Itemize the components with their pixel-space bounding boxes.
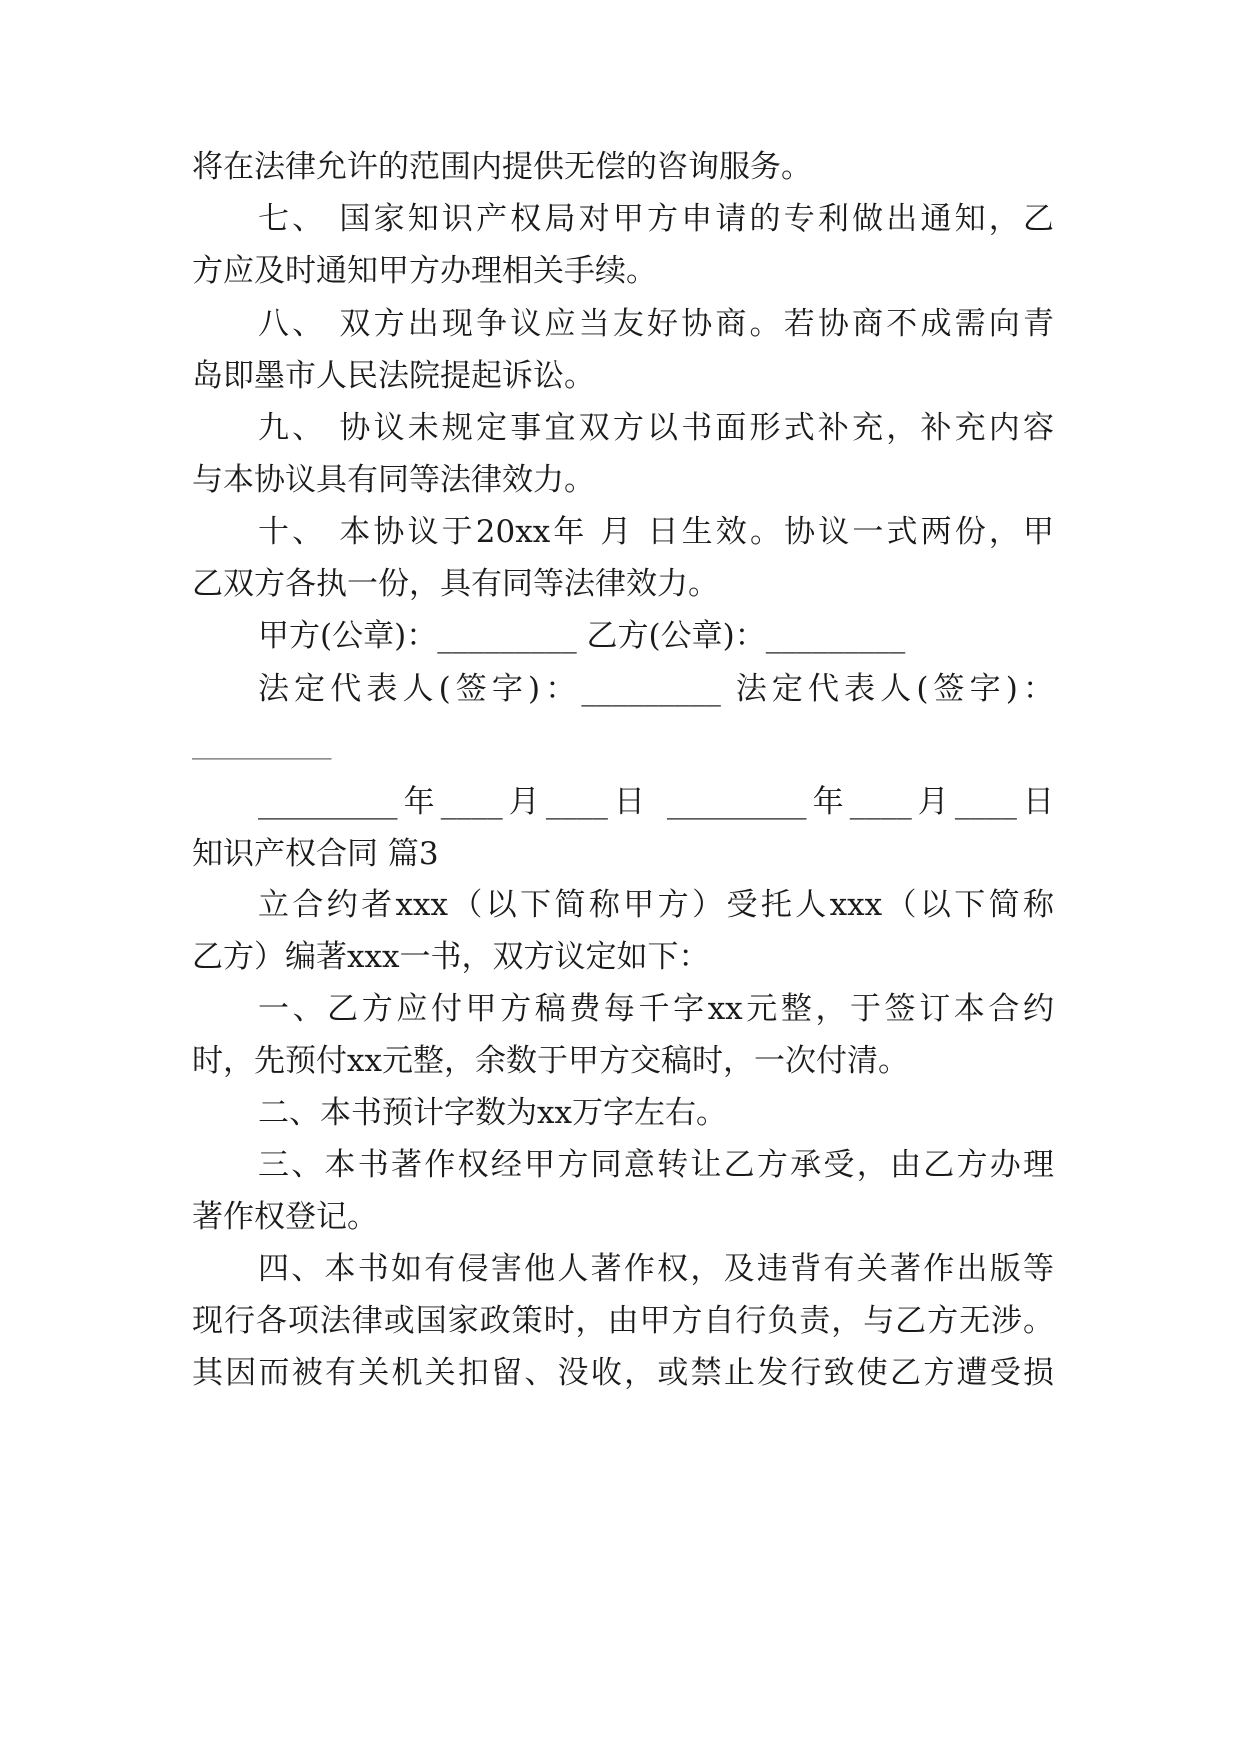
preamble-line-2: 乙方）编著xxx一书，双方议定如下： [192,939,710,975]
article-3-line-2: 著作权登记。 [192,1199,378,1235]
clause-9-line-1: 九、 协议未规定事宜双方以书面形式补充，补充内容 [258,410,1054,446]
clause-10-line-2: 乙双方各执一份，具有同等法律效力。 [192,566,719,602]
article-4-line-1: 四、本书如有侵害他人著作权，及违背有关著作出版等 [258,1251,1054,1287]
clause-8-line-2: 岛即墨市人民法院提起诉讼。 [192,358,595,394]
section-heading: 知识产权合同 篇3 [192,836,439,872]
article-1-line-2: 时，先预付xx元整，余数于甲方交稿时，一次付清。 [192,1043,909,1079]
clause-9-line-2: 与本协议具有同等法律效力。 [192,462,595,498]
signature-blank: _________ [192,724,332,760]
article-2-line-1: 二、本书预计字数为xx万字左右。 [258,1095,727,1131]
article-4-line-2: 现行各项法律或国家政策时，由甲方自行负责，与乙方无涉。 [192,1303,1054,1339]
article-1-line-1: 一、乙方应付甲方稿费每千字xx元整，于签订本合约 [258,991,1054,1027]
clause-7-line-2: 方应及时通知甲方办理相关手续。 [192,253,657,289]
article-3-line-1: 三、本书著作权经甲方同意转让乙方承受，由乙方办理 [258,1147,1054,1183]
clause-7-line-1: 七、 国家知识产权局对甲方申请的专利做出通知，乙 [258,201,1054,237]
party-seal-line: 甲方(公章)：_________ 乙方(公章)：_________ [258,618,906,654]
representative-signature-line: 法定代表人(签字)：_________ 法定代表人(签字)： [258,671,1054,707]
text-line-1: 将在法律允许的范围内提供无偿的咨询服务。 [192,149,812,185]
date-line: _________年____月____日 _________年____月____日 [258,784,1054,820]
preamble-line-1: 立合约者xxx（以下简称甲方）受托人xxx（以下简称 [258,887,1054,923]
clause-8-line-1: 八、 双方出现争议应当友好协商。若协商不成需向青 [258,306,1054,342]
article-4-line-3: 其因而被有关机关扣留、没收，或禁止发行致使乙方遭受损 [192,1355,1054,1391]
clause-10-line-1: 十、 本协议于20xx年 月 日生效。协议一式两份，甲 [258,514,1054,550]
